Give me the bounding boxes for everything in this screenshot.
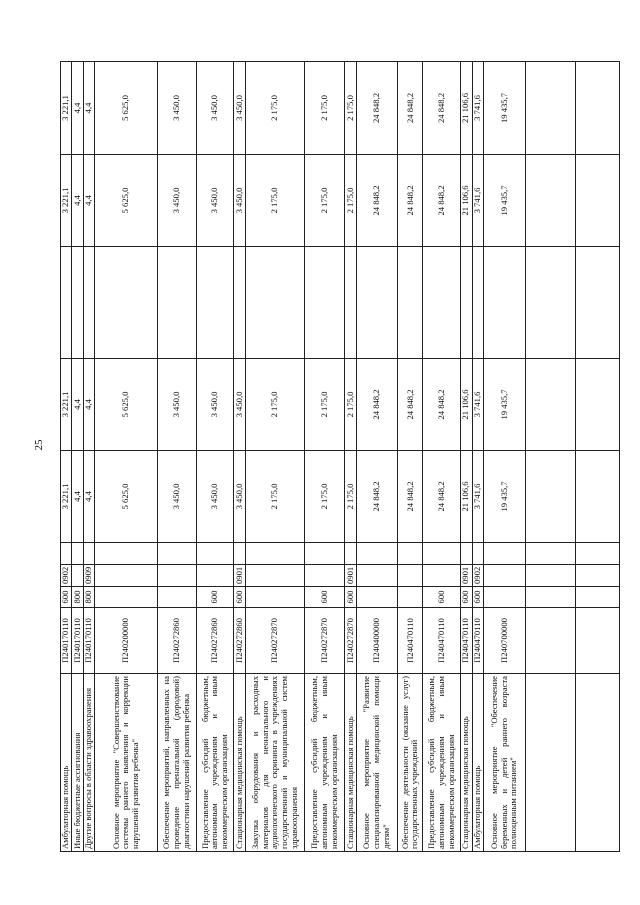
expense-type-code <box>575 587 619 608</box>
expense-type-code: 600 <box>234 587 245 608</box>
table-row <box>345 62 356 852</box>
target-code: П240272870 <box>345 608 356 674</box>
table-row <box>196 62 234 852</box>
table-row <box>461 62 472 852</box>
row-name: Другие вопросы в области здравоохранения <box>83 674 94 852</box>
amount-1: 2 175,0 <box>245 451 305 543</box>
amount-3: 19 435,7 <box>484 155 526 247</box>
table-row <box>472 62 483 852</box>
expense-type-code: 600 <box>61 587 72 608</box>
section-code <box>72 565 83 587</box>
amount-2: 2 175,0 <box>345 359 356 451</box>
amount-4: 2 175,0 <box>345 62 356 155</box>
amount-empty <box>461 247 472 359</box>
section-code <box>398 565 423 587</box>
section-code: 0902 <box>472 565 483 587</box>
row-name: Стационарная медицинская помощь <box>234 674 245 852</box>
budget-table-body <box>61 62 620 852</box>
subsection-code <box>245 543 305 565</box>
target-code: П240470110 <box>398 608 423 674</box>
amount-empty <box>472 247 483 359</box>
amount-empty <box>83 247 94 359</box>
target-code: П240400000 <box>356 608 398 674</box>
subsection-code <box>61 543 72 565</box>
row-name: Предоставление субсидий бюджетным, автономным учреждениям и иным некоммерческим организациям <box>423 674 461 852</box>
amount-2: 24 848,2 <box>356 359 398 451</box>
amount-2: 2 175,0 <box>305 359 345 451</box>
amount-2: 4,4 <box>83 359 94 451</box>
rotated-page <box>60 62 620 852</box>
amount-1: 3 741,6 <box>472 451 483 543</box>
amount-1: 24 848,2 <box>398 451 423 543</box>
subsection-code <box>398 543 423 565</box>
table-row <box>423 62 461 852</box>
target-code: П240470110 <box>461 608 472 674</box>
row-name: Обеспечение мероприятий, направленных на проведение пренатальной (дородовой) диагностики нарушений развития ребенка <box>158 674 197 852</box>
amount-empty <box>158 247 197 359</box>
table-row <box>525 62 575 852</box>
amount-1: 3 450,0 <box>158 451 197 543</box>
subsection-code <box>196 543 234 565</box>
amount-2: 5 625,0 <box>95 359 158 451</box>
amount-empty <box>72 247 83 359</box>
subsection-code <box>305 543 345 565</box>
amount-empty <box>305 247 345 359</box>
amount-3: 24 848,2 <box>356 155 398 247</box>
table-row <box>72 62 83 852</box>
amount-4 <box>525 62 575 155</box>
target-code: П240272860 <box>158 608 197 674</box>
amount-4 <box>575 62 619 155</box>
amount-4: 3 741,6 <box>472 62 483 155</box>
table-row <box>305 62 345 852</box>
row-name: Стационарная медицинская помощь <box>345 674 356 852</box>
row-name: Стационарная медицинская помощь <box>461 674 472 852</box>
table-row <box>245 62 305 852</box>
amount-4: 3 450,0 <box>158 62 197 155</box>
amount-4: 24 848,2 <box>356 62 398 155</box>
amount-1: 5 625,0 <box>95 451 158 543</box>
amount-empty <box>234 247 245 359</box>
amount-2: 3 221,1 <box>61 359 72 451</box>
amount-4: 5 625,0 <box>95 62 158 155</box>
section-code <box>158 565 197 587</box>
expense-type-code <box>398 587 423 608</box>
expense-type-code: 600 <box>196 587 234 608</box>
amount-3: 24 848,2 <box>423 155 461 247</box>
expense-type-code: 600 <box>305 587 345 608</box>
subsection-code <box>356 543 398 565</box>
row-name: Предоставление субсидий бюджетным, автономным учреждениям и иным некоммерческим организациям <box>196 674 234 852</box>
row-name: Основное мероприятие "Обеспечение беременных и детей раннего возраста полноценным питанием" <box>484 674 526 852</box>
expense-type-code <box>245 587 305 608</box>
amount-4: 3 450,0 <box>234 62 245 155</box>
target-code: П240272860 <box>196 608 234 674</box>
target-code: П240470110 <box>472 608 483 674</box>
amount-4: 3 221,1 <box>61 62 72 155</box>
target-code: П240170110 <box>72 608 83 674</box>
row-name: Обеспечение деятельности (оказание услуг) государственных учреждений <box>398 674 423 852</box>
expense-type-code <box>158 587 197 608</box>
amount-empty <box>423 247 461 359</box>
section-code: 0901 <box>461 565 472 587</box>
table-row <box>83 62 94 852</box>
row-name: Предоставление субсидий бюджетным, автономным учреждениям и иным некоммерческим организациям <box>305 674 345 852</box>
target-code <box>525 608 575 674</box>
table-row <box>61 62 72 852</box>
amount-2: 3 450,0 <box>234 359 245 451</box>
target-code <box>575 608 619 674</box>
amount-1: 2 175,0 <box>305 451 345 543</box>
amount-3: 3 450,0 <box>234 155 245 247</box>
subsection-code <box>461 543 472 565</box>
subsection-code <box>234 543 245 565</box>
table-row <box>234 62 245 852</box>
subsection-code <box>423 543 461 565</box>
table-row <box>575 62 619 852</box>
amount-2: 24 848,2 <box>398 359 423 451</box>
amount-2 <box>575 359 619 451</box>
section-code <box>423 565 461 587</box>
expense-type-code: 600 <box>345 587 356 608</box>
table-row <box>158 62 197 852</box>
row-name <box>575 674 619 852</box>
expense-type-code: 600 <box>423 587 461 608</box>
amount-4: 2 175,0 <box>305 62 345 155</box>
subsection-code <box>83 543 94 565</box>
section-code: 0909 <box>83 565 94 587</box>
table-row <box>484 62 526 852</box>
expense-type-code: 600 <box>461 587 472 608</box>
section-code <box>196 565 234 587</box>
section-code <box>95 565 158 587</box>
row-name: Амбулаторная помощь <box>472 674 483 852</box>
subsection-code <box>72 543 83 565</box>
table-row <box>398 62 423 852</box>
amount-empty <box>245 247 305 359</box>
amount-2 <box>525 359 575 451</box>
amount-4: 4,4 <box>72 62 83 155</box>
section-code <box>575 565 619 587</box>
amount-empty <box>356 247 398 359</box>
amount-4: 4,4 <box>83 62 94 155</box>
amount-3: 4,4 <box>72 155 83 247</box>
section-code <box>525 565 575 587</box>
amount-3: 2 175,0 <box>345 155 356 247</box>
amount-1: 2 175,0 <box>345 451 356 543</box>
amount-empty <box>61 247 72 359</box>
row-name <box>525 674 575 852</box>
amount-2: 2 175,0 <box>245 359 305 451</box>
amount-1: 4,4 <box>72 451 83 543</box>
expense-type-code <box>95 587 158 608</box>
target-code: П240272860 <box>234 608 245 674</box>
target-code: П240272870 <box>305 608 345 674</box>
subsection-code <box>525 543 575 565</box>
expense-type-code <box>525 587 575 608</box>
amount-2: 21 106,6 <box>461 359 472 451</box>
amount-2: 4,4 <box>72 359 83 451</box>
subsection-code <box>95 543 158 565</box>
section-code: 0901 <box>345 565 356 587</box>
subsection-code <box>472 543 483 565</box>
amount-empty <box>575 247 619 359</box>
amount-2: 24 848,2 <box>423 359 461 451</box>
amount-1: 21 106,6 <box>461 451 472 543</box>
amount-1: 19 435,7 <box>484 451 526 543</box>
page-number: 25 <box>33 439 45 451</box>
amount-1: 4,4 <box>83 451 94 543</box>
amount-3: 3 450,0 <box>158 155 197 247</box>
expense-type-code <box>356 587 398 608</box>
amount-4: 24 848,2 <box>398 62 423 155</box>
target-code: П240200000 <box>95 608 158 674</box>
target-code: П240272870 <box>245 608 305 674</box>
amount-4: 21 106,6 <box>461 62 472 155</box>
expense-type-code: 800 <box>72 587 83 608</box>
section-code <box>245 565 305 587</box>
amount-1: 24 848,2 <box>356 451 398 543</box>
target-code: П240700000 <box>484 608 526 674</box>
amount-empty <box>398 247 423 359</box>
amount-1 <box>525 451 575 543</box>
amount-2: 19 435,7 <box>484 359 526 451</box>
row-name: Основное мероприятие "Совершенствование системы раннего выявления и коррекции нарушений развития ребенка" <box>95 674 158 852</box>
amount-1: 3 450,0 <box>196 451 234 543</box>
row-name: Амбулаторная помощь <box>61 674 72 852</box>
amount-2: 3 450,0 <box>196 359 234 451</box>
amount-3: 4,4 <box>83 155 94 247</box>
amount-3: 2 175,0 <box>245 155 305 247</box>
row-name: Основное мероприятие "Развитие специализированной медицинской помощи детям" <box>356 674 398 852</box>
amount-4: 24 848,2 <box>423 62 461 155</box>
section-code: 0901 <box>234 565 245 587</box>
amount-3: 21 106,6 <box>461 155 472 247</box>
amount-1: 3 450,0 <box>234 451 245 543</box>
amount-3 <box>525 155 575 247</box>
expense-type-code <box>484 587 526 608</box>
subsection-code <box>575 543 619 565</box>
amount-3: 5 625,0 <box>95 155 158 247</box>
amount-empty <box>95 247 158 359</box>
amount-empty <box>196 247 234 359</box>
amount-empty <box>345 247 356 359</box>
budget-table <box>60 61 620 852</box>
subsection-code <box>484 543 526 565</box>
amount-1: 3 221,1 <box>61 451 72 543</box>
target-code: П240170110 <box>83 608 94 674</box>
table-row <box>95 62 158 852</box>
amount-4: 2 175,0 <box>245 62 305 155</box>
amount-empty <box>484 247 526 359</box>
subsection-code <box>345 543 356 565</box>
section-code: 0902 <box>61 565 72 587</box>
amount-3: 24 848,2 <box>398 155 423 247</box>
amount-3: 3 450,0 <box>196 155 234 247</box>
expense-type-code: 600 <box>472 587 483 608</box>
target-code: П240170110 <box>61 608 72 674</box>
row-name: Закупка оборудования и расходных материалов для неонатального и аудиологического скрининга в учреждениях государственной и муниципальной систем здравоохранения <box>245 674 305 852</box>
subsection-code <box>158 543 197 565</box>
amount-4: 19 435,7 <box>484 62 526 155</box>
expense-type-code: 800 <box>83 587 94 608</box>
table-row <box>356 62 398 852</box>
amount-3 <box>575 155 619 247</box>
target-code: П240470110 <box>423 608 461 674</box>
amount-4: 3 450,0 <box>196 62 234 155</box>
amount-2: 3 450,0 <box>158 359 197 451</box>
amount-3: 3 741,6 <box>472 155 483 247</box>
amount-2: 3 741,6 <box>472 359 483 451</box>
amount-3: 2 175,0 <box>305 155 345 247</box>
amount-1 <box>575 451 619 543</box>
section-code <box>305 565 345 587</box>
section-code <box>356 565 398 587</box>
row-name: Иные бюджетные ассигнования <box>72 674 83 852</box>
amount-1: 24 848,2 <box>423 451 461 543</box>
amount-empty <box>525 247 575 359</box>
amount-3: 3 221,1 <box>61 155 72 247</box>
section-code <box>484 565 526 587</box>
